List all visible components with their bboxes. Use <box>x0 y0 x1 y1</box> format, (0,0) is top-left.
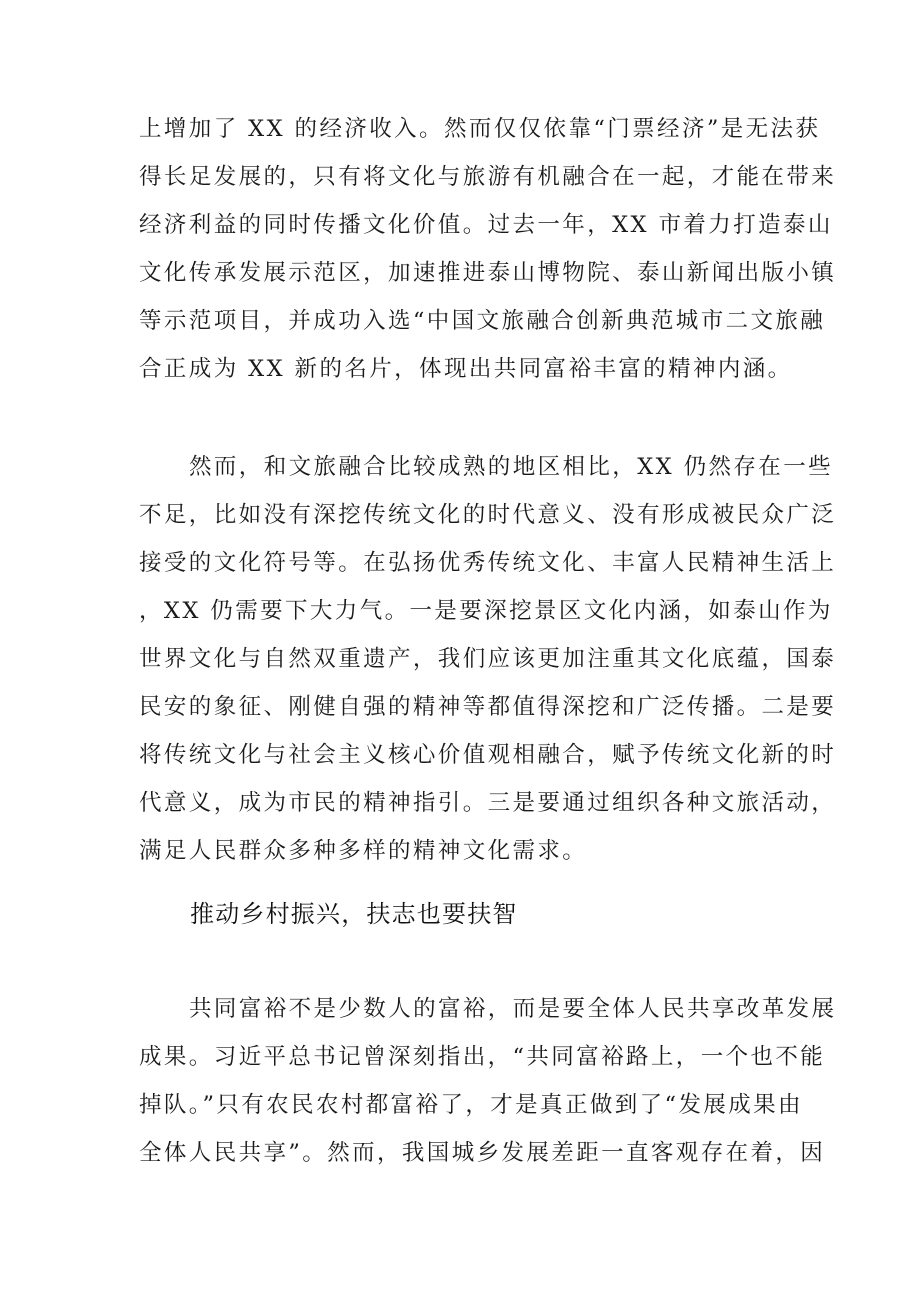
section-heading: 推动乡村振兴，扶志也要扶智 <box>190 900 518 928</box>
paragraph-line: 共同富裕不是少数人的富裕，而是要全体人民共享改革发展 <box>189 996 837 1022</box>
paragraph-line: 世界文化与自然双重遗产，我们应该更加注重其文化底蕴，国泰 <box>139 646 837 672</box>
paragraph-line: 上增加了 XX 的经济收入。然而仅仅依靠“门票经济”是无法获 <box>139 116 821 142</box>
paragraph-line: 掉队。”只有农民农村都富裕了，才是真正做到了“发展成果由 <box>139 1092 803 1118</box>
paragraph-line: 满足人民群众多种多样的精神文化需求。 <box>139 838 588 864</box>
paragraph-line: 合正成为 XX 新的名片，体现出共同富裕丰富的精神内涵。 <box>139 356 793 382</box>
paragraph-line: 将传统文化与社会主义核心价值观相融合，赋予传统文化新的时 <box>139 742 837 768</box>
paragraph-line: 全体人民共享”。然而，我国城乡发展差距一直客观存在着，因 <box>139 1140 826 1166</box>
paragraph-line: 经济利益的同时传播文化价值。过去一年，XX 市着力打造泰山 <box>139 212 833 238</box>
paragraph-line: ，XX 仍需要下大力气。一是要深挖景区文化内涵，如泰山作为 <box>139 598 833 624</box>
paragraph-line: 民安的象征、刚健自强的精神等都值得深挖和广泛传播。二是要 <box>139 694 837 720</box>
paragraph-line: 成果。习近平总书记曾深刻指出，“共同富裕路上，一个也不能 <box>139 1044 826 1070</box>
paragraph-line: 得长足发展的，只有将文化与旅游有机融合在一起，才能在带来 <box>139 164 837 190</box>
paragraph-line: 不足，比如没有深挖传统文化的时代意义、没有形成被民众广泛 <box>139 502 837 528</box>
paragraph-line: 然而，和文旅融合比较成熟的地区相比，XX 仍然存在一些 <box>189 454 833 480</box>
paragraph-line: 文化传承发展示范区，加速推进泰山博物院、泰山新闻出版小镇 <box>139 260 837 286</box>
paragraph-line: 接受的文化符号等。在弘扬优秀传统文化、丰富人民精神生活上 <box>139 550 837 576</box>
paragraph-line: 等示范项目，并成功入选“中国文旅融合创新典范城市二文旅融 <box>139 308 826 334</box>
paragraph-line: 代意义，成为市民的精神指引。三是要通过组织各种文旅活动， <box>139 790 837 816</box>
